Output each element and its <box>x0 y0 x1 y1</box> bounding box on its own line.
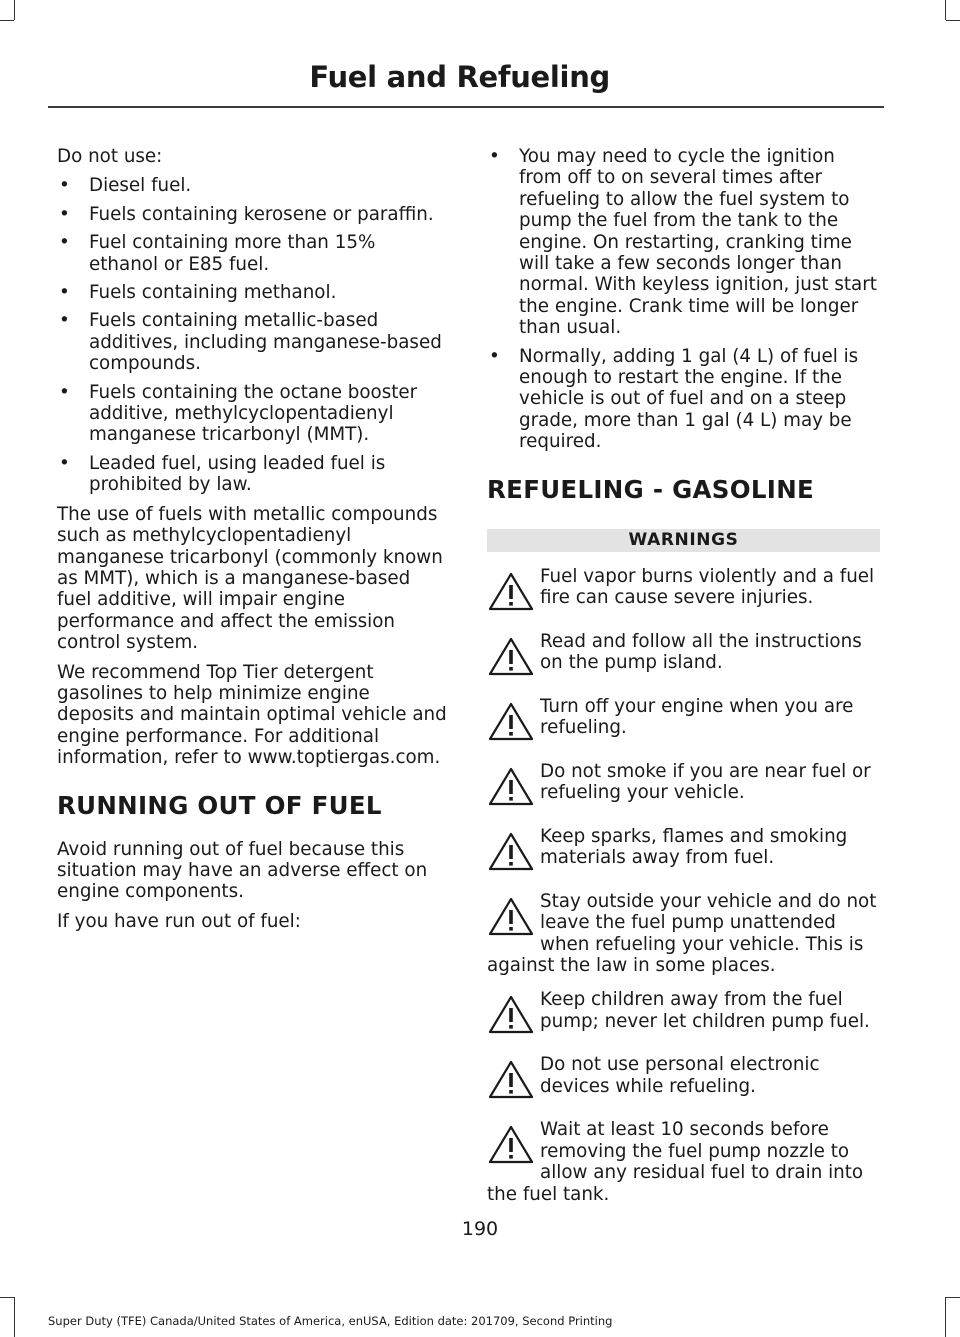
list-item: • Fuel containing more than 15% ethanol or E85 fuel. <box>59 232 376 275</box>
do-not-use-list <box>57 175 450 495</box>
bullet-glyph: • <box>59 452 70 474</box>
bullet-glyph: • <box>59 203 70 225</box>
run-out-intro: If you have run out of fuel: <box>57 910 301 932</box>
right-column <box>487 146 880 1218</box>
warning-triangle-icon <box>487 700 535 742</box>
crop-mark <box>14 1297 15 1337</box>
warning-triangle-icon <box>487 765 535 807</box>
footer-edition-text: Super Duty (TFE) Canada/United States of America, enUSA, Edition date: 201709, Second Printing <box>48 1314 613 1328</box>
bullet-glyph: • <box>59 282 70 304</box>
section-heading-running-out: RUNNING OUT OF FUEL <box>57 790 382 820</box>
crop-mark <box>0 20 14 21</box>
warning-item: Do not smoke if you are near fuel or refueling your vehicle. <box>487 761 880 813</box>
list-item: • Fuels containing methanol. <box>59 282 337 304</box>
intro-text: Do not use: <box>57 146 163 167</box>
warnings-header: WARNINGS <box>487 529 880 552</box>
list-item: • Fuels containing the octane booster additive, methylcyclopentadienyl manganese tricarbonyl (MMT). <box>59 381 418 446</box>
list-item: • Normally, adding 1 gal (4 L) of fuel is enough to restart the engine. If the vehicle is out of fuel and on a steep grade, more than 1 gal (4 L) may be required. <box>489 345 859 453</box>
crop-mark <box>946 20 960 21</box>
avoid-running-out-paragraph: Avoid running out of fuel because this situation may have an adverse effect on engine components. <box>57 838 428 903</box>
warning-item: Wait at least 10 seconds before removing the fuel pump nozzle to allow any residual fuel to drain into the fuel tank. <box>487 1119 864 1205</box>
page-number: 190 <box>461 1218 499 1240</box>
crop-mark <box>0 1297 14 1298</box>
warning-triangle-icon <box>487 635 535 677</box>
left-column <box>57 146 450 940</box>
warning-item: Do not use personal electronic devices while refueling. <box>487 1054 880 1106</box>
warning-triangle-icon <box>487 1058 535 1100</box>
bullet-glyph: • <box>489 146 500 167</box>
page-title: Fuel and Refueling <box>309 60 610 94</box>
warning-item: Keep sparks, flames and smoking materials away from fuel. <box>487 826 880 878</box>
warning-item: Read and follow all the instructions on the pump island. <box>487 631 880 683</box>
crop-mark <box>14 0 15 20</box>
warning-triangle-icon <box>487 570 535 612</box>
warning-item: Turn off your engine when you are refueling. <box>487 696 880 748</box>
bullet-glyph: • <box>59 381 70 403</box>
bullet-glyph: • <box>59 232 70 254</box>
bullet-glyph: • <box>489 345 500 367</box>
bullet-glyph: • <box>59 175 70 197</box>
warning-item: Fuel vapor burns violently and a fuel fire can cause severe injuries. <box>487 566 880 618</box>
list-item: • Diesel fuel. <box>59 175 192 197</box>
header-rule <box>48 106 884 108</box>
crop-mark <box>945 1297 946 1337</box>
warning-triangle-icon <box>487 1123 535 1165</box>
warning-triangle-icon <box>487 830 535 872</box>
metallic-compounds-paragraph: The use of fuels with metallic compounds such as methylcyclopentadienyl manganese tricarbonyl (commonly known as MMT), which is a manganese-based fuel additive, will impair engine performance and affect the emission control system. <box>57 503 443 654</box>
section-heading-refueling: REFUELING - GASOLINE <box>487 474 815 504</box>
top-tier-paragraph: We recommend Top Tier detergent gasolines to help minimize engine deposits and maintain optimal vehicle and engine performance. For additional information, refer to www.toptiergas.com. <box>57 661 447 769</box>
out-of-fuel-list <box>487 146 880 453</box>
warning-triangle-icon <box>487 993 535 1035</box>
warning-item: Stay outside your vehicle and do not leave the fuel pump unattended when refueling your vehicle. This is against the law in some places. <box>487 890 877 976</box>
list-item: • You may need to cycle the ignition from off to on several times after refueling to allow the fuel system to pump the fuel from the tank to the engine. On restarting, cranking time will take a few seconds longer than normal. With keyless ignition, just start the engine. Crank time will be longer than usual. <box>489 146 877 339</box>
warning-triangle-icon <box>487 895 535 937</box>
list-item: • Leaded fuel, using leaded fuel is prohibited by law. <box>59 452 386 496</box>
bullet-glyph: • <box>59 310 70 332</box>
warning-item: Keep children away from the fuel pump; never let children pump fuel. <box>487 989 880 1041</box>
list-item: • Fuels containing metallic-based additives, including manganese-based compounds. <box>59 310 442 375</box>
crop-mark <box>945 0 946 20</box>
list-item: • Fuels containing kerosene or paraffin. <box>59 203 434 225</box>
crop-mark <box>946 1297 960 1298</box>
